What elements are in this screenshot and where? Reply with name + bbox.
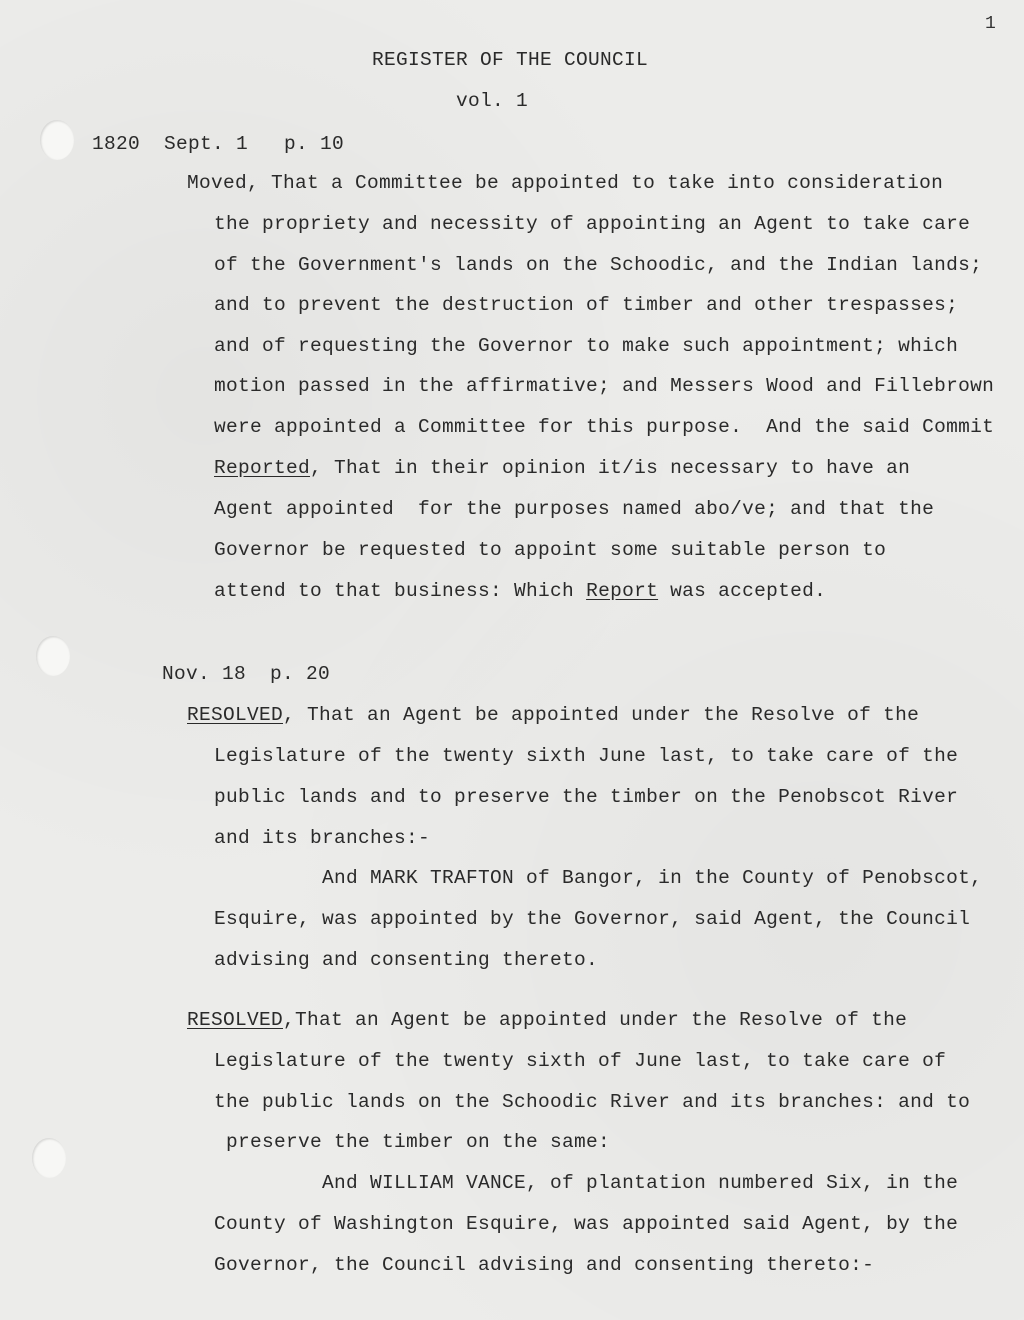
text-line: and of requesting the Governor to make such appointment; which <box>214 335 959 357</box>
text-line: the propriety and necessity of appointing an Agent to take care <box>214 213 971 235</box>
text-line: Moved, That a Committee be appointed to take into consideration <box>187 172 944 194</box>
register-title: REGISTER OF THE COUNCIL <box>372 49 649 71</box>
text-line: and to prevent the destruction of timber and other trespasses; <box>214 294 959 316</box>
text-line: public lands and to preserve the timber on the Penobscot River <box>214 786 959 808</box>
entry-date: 1820 Sept. 1 p. 10 <box>92 133 345 155</box>
text-line <box>214 456 910 480</box>
text-line: Agent appointed for the purposes named abo/ve; and that the <box>214 498 935 520</box>
text-line <box>187 1008 907 1032</box>
text-line: Legislature of the twenty sixth June last, to take care of the <box>214 745 959 767</box>
resolved-word: RESOLVED <box>187 1009 284 1031</box>
text-segment: ,That an Agent be appointed under the Resolve of the <box>283 1009 908 1031</box>
text-segment: , That in their opinion it/is necessary to have an <box>310 457 911 479</box>
entry-date: Nov. 18 p. 20 <box>162 663 331 685</box>
reported-word: Reported <box>214 457 311 479</box>
text-line <box>214 579 826 603</box>
text-line: Governor, the Council advising and consenting thereto:- <box>214 1254 875 1276</box>
text-line: of the Government's lands on the Schoodic, and the Indian lands; <box>214 254 983 276</box>
punch-hole <box>32 1138 66 1178</box>
text-line: were appointed a Committee for this purpose. And the said Commit <box>214 416 995 438</box>
page-number: 1 <box>985 14 996 34</box>
text-segment: was accepted. <box>658 580 827 602</box>
volume-label: vol. 1 <box>456 90 529 112</box>
punch-hole <box>36 636 70 676</box>
text-line: advising and consenting thereto. <box>214 949 599 971</box>
text-line: motion passed in the affirmative; and Messers Wood and Fillebrown <box>214 375 995 397</box>
punch-hole <box>40 120 74 160</box>
text-line: And MARK TRAFTON of Bangor, in the County of Penobscot, <box>214 867 983 889</box>
text-line: the public lands on the Schoodic River and its branches: and to <box>214 1091 971 1113</box>
report-word: Report <box>586 580 659 602</box>
text-line: Legislature of the twenty sixth of June last, to take care of <box>214 1050 947 1072</box>
text-line: Esquire, was appointed by the Governor, said Agent, the Council <box>214 908 971 930</box>
text-segment: , That an Agent be appointed under the Resolve of the <box>283 704 920 726</box>
text-line <box>187 703 919 727</box>
text-line: and its branches:- <box>214 827 431 849</box>
resolved-word: RESOLVED <box>187 704 284 726</box>
text-line: County of Washington Esquire, was appointed said Agent, by the <box>214 1213 959 1235</box>
text-line: Governor be requested to appoint some suitable person to <box>214 539 887 561</box>
text-line: preserve the timber on the same: <box>214 1131 611 1153</box>
text-segment: attend to that business: Which <box>214 580 587 602</box>
text-line: And WILLIAM VANCE, of plantation numbered Six, in the <box>214 1172 959 1194</box>
